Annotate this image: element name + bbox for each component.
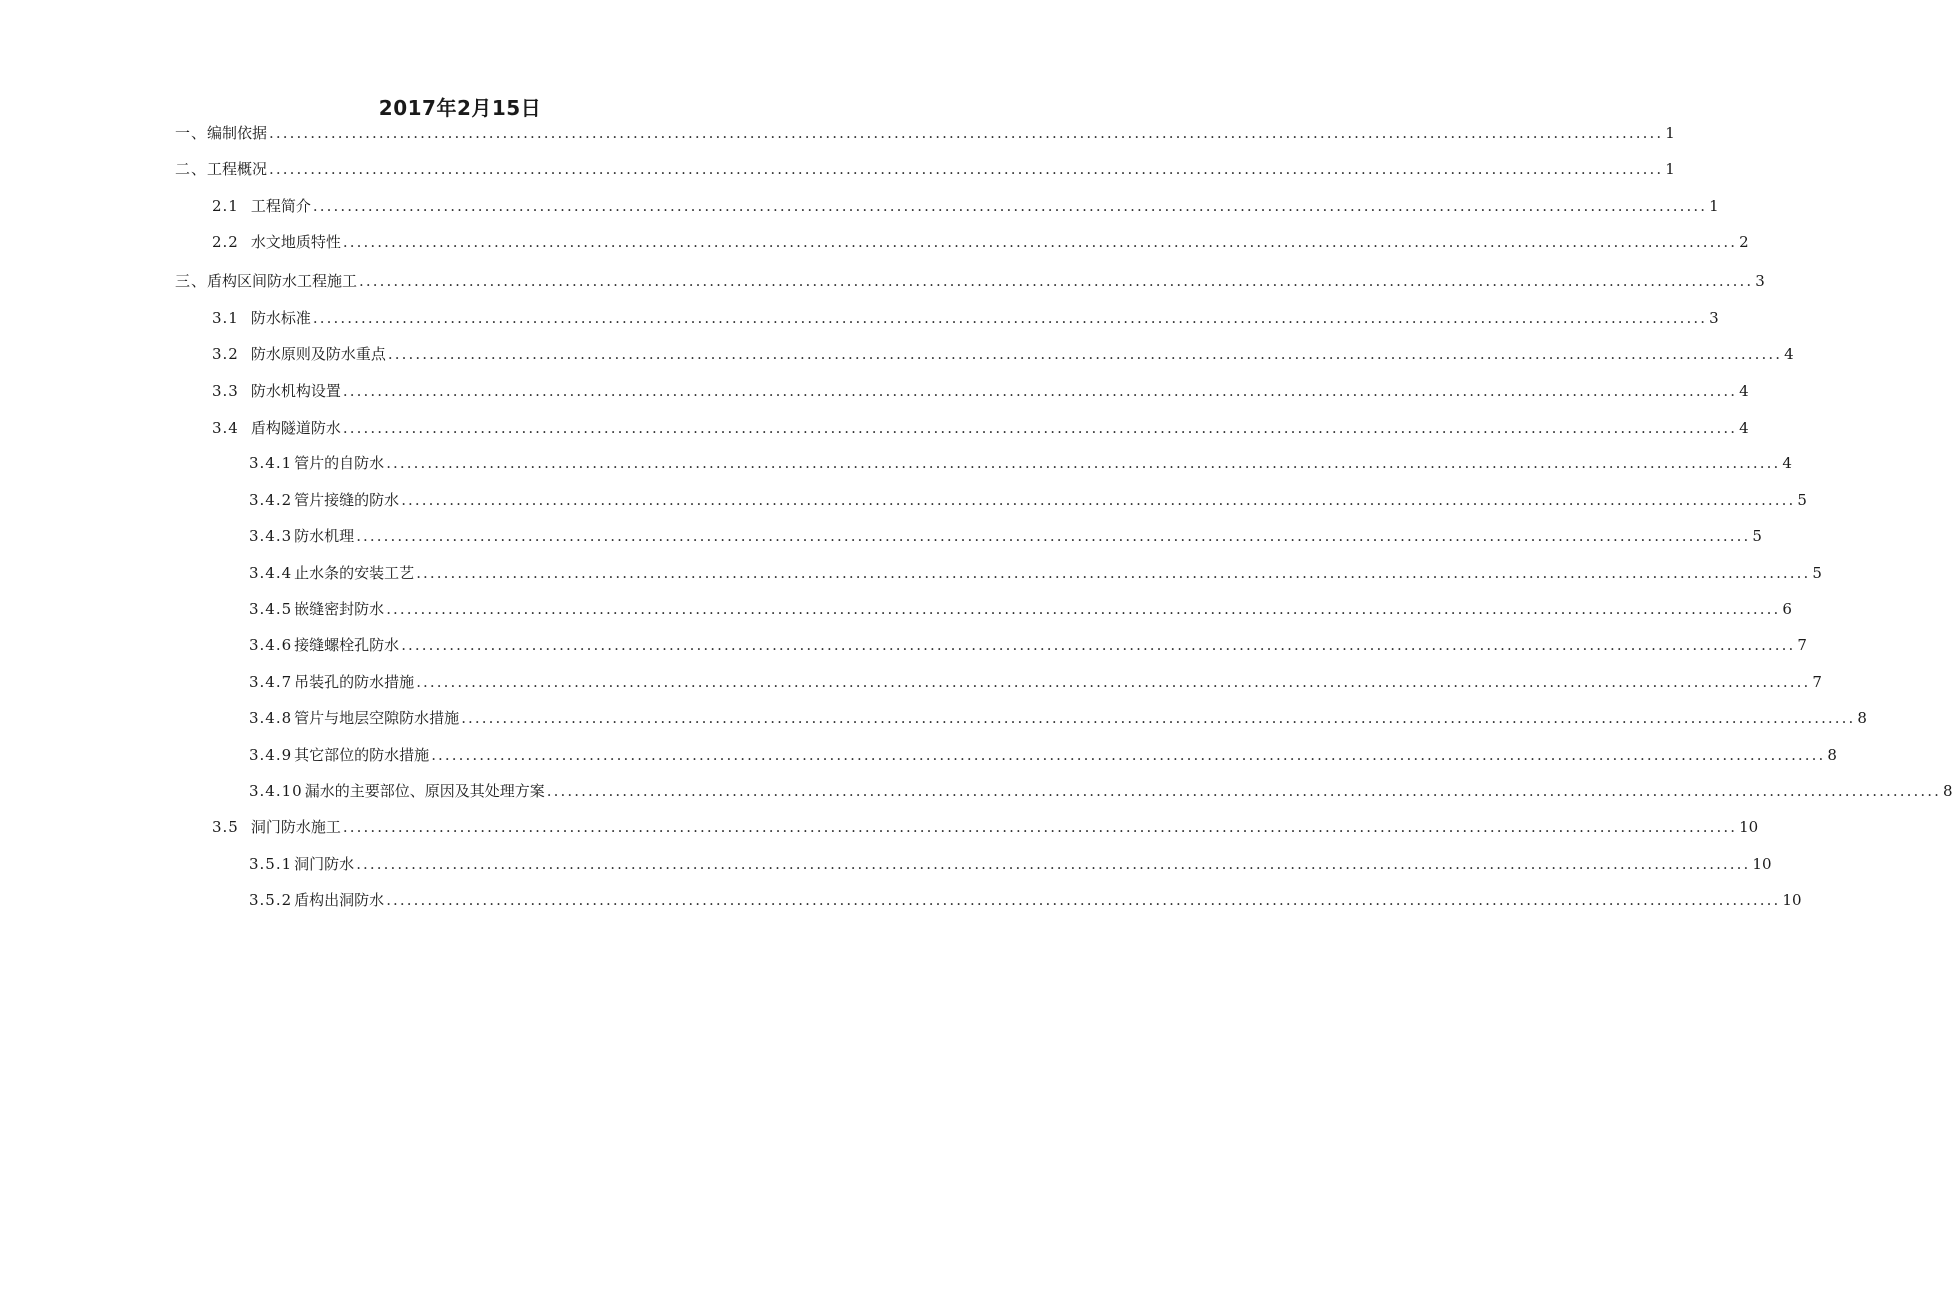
- toc-entry-page: 10: [1782, 891, 1802, 909]
- toc-entry[interactable]: [212, 816, 1759, 838]
- toc-entry-number: 3.4.1: [249, 454, 293, 472]
- toc-entry-page: 8: [1942, 782, 1953, 800]
- toc-entry-page: 10: [1739, 818, 1759, 836]
- toc-entry-number: 二、: [175, 160, 208, 178]
- toc-entry[interactable]: [249, 452, 1792, 474]
- toc-dot-leader: ...........................................................................................................................................................................................................: [269, 160, 1664, 178]
- toc-entry-title: 嵌缝密封防水: [294, 600, 385, 618]
- toc-entry[interactable]: [175, 158, 1675, 180]
- toc-entry-title: 其它部位的防水措施: [294, 746, 430, 764]
- toc-entry[interactable]: [249, 634, 1807, 656]
- toc-dot-leader: ...........................................................................................................................................................................................................: [386, 600, 1781, 618]
- toc-dot-leader: ...........................................................................................................................................................................................................: [401, 491, 1796, 509]
- toc-entry-number: 三、: [175, 272, 208, 290]
- toc-entry-number: 3.5: [212, 818, 239, 836]
- toc-dot-leader: ...........................................................................................................................................................................................................: [342, 233, 1738, 251]
- toc-dot-leader: ...........................................................................................................................................................................................................: [356, 855, 1751, 873]
- toc-entry-title: 管片接缝的防水: [294, 491, 400, 509]
- toc-entry-page: 8: [1827, 746, 1837, 764]
- toc-entry[interactable]: [249, 889, 1802, 911]
- toc-entry-page: 4: [1739, 419, 1749, 437]
- toc-entry-title: 漏水的主要部位、原因及其处理方案: [304, 782, 545, 800]
- toc-entry-title: 防水原则及防水重点: [250, 345, 386, 363]
- toc-entry-title: 接缝螺栓孔防水: [294, 636, 400, 654]
- toc-entry-number: 3.3: [212, 382, 239, 400]
- toc-entry-title: 防水机构设置: [250, 382, 341, 400]
- toc-entry-number: 3.4.7: [249, 673, 293, 691]
- toc-entry-title: 盾构隧道防水: [250, 419, 341, 437]
- toc-entry[interactable]: [212, 417, 1749, 439]
- toc-entry-number: 3.4: [212, 419, 239, 437]
- toc-dot-leader: ...........................................................................................................................................................................................................: [386, 454, 1781, 472]
- toc-entry[interactable]: [249, 598, 1792, 620]
- toc-dot-leader: ...........................................................................................................................................................................................................: [356, 527, 1751, 545]
- toc-dot-leader: ...........................................................................................................................................................................................................: [461, 709, 1856, 727]
- toc-dot-leader: ...........................................................................................................................................................................................................: [359, 272, 1754, 290]
- toc-entry[interactable]: [175, 122, 1675, 144]
- toc-entry-number: 3.4.9: [249, 746, 293, 764]
- toc-dot-leader: ...........................................................................................................................................................................................................: [312, 309, 1708, 327]
- toc-entry-page: 5: [1797, 491, 1807, 509]
- toc-entry-number: 3.4.5: [249, 600, 293, 618]
- toc-entry-number: 一、: [175, 124, 208, 142]
- toc-dot-leader: ...........................................................................................................................................................................................................: [269, 124, 1664, 142]
- toc-entry-page: 5: [1752, 527, 1762, 545]
- toc-dot-leader: ...........................................................................................................................................................................................................: [342, 419, 1738, 437]
- toc-entry[interactable]: [175, 270, 1765, 292]
- toc-entry-title: 防水标准: [250, 309, 311, 327]
- toc-dot-leader: ...........................................................................................................................................................................................................: [431, 746, 1826, 764]
- toc-entry-page: 2: [1739, 233, 1749, 251]
- toc-entry-page: 7: [1797, 636, 1807, 654]
- toc-entry-page: 6: [1782, 600, 1792, 618]
- toc-entry-title: 洞门防水施工: [250, 818, 341, 836]
- toc-entry-title: 管片的自防水: [294, 454, 385, 472]
- toc-entry-title: 止水条的安装工艺: [294, 564, 415, 582]
- toc-entry[interactable]: [212, 343, 1794, 365]
- toc-entry[interactable]: [212, 231, 1749, 253]
- toc-entry[interactable]: [249, 853, 1772, 875]
- toc-entry-number: 3.4.3: [249, 527, 293, 545]
- toc-entry-title: 吊装孔的防水措施: [294, 673, 415, 691]
- toc-entry-page: 1: [1665, 124, 1675, 142]
- toc-entry-page: 3: [1755, 272, 1765, 290]
- toc-dot-leader: ...........................................................................................................................................................................................................: [546, 782, 1941, 800]
- toc-entry[interactable]: [249, 562, 1822, 584]
- toc-entry-page: 4: [1782, 454, 1792, 472]
- toc-entry[interactable]: [249, 744, 1837, 766]
- toc-dot-leader: ...........................................................................................................................................................................................................: [312, 197, 1708, 215]
- toc-entry-number: 3.4.8: [249, 709, 293, 727]
- toc-entry-number: 3.4.6: [249, 636, 293, 654]
- toc-entry-number: 3.5.2: [249, 891, 293, 909]
- toc-entry-number: 3.5.1: [249, 855, 293, 873]
- toc-entry[interactable]: [212, 195, 1719, 217]
- toc-entry-title: 防水机理: [294, 527, 355, 545]
- toc-dot-leader: ...........................................................................................................................................................................................................: [386, 891, 1781, 909]
- toc-entry[interactable]: [249, 707, 1867, 729]
- toc-entry-number: 3.4.4: [249, 564, 293, 582]
- toc-entry-title: 工程概况: [207, 160, 268, 178]
- toc-dot-leader: ...........................................................................................................................................................................................................: [416, 673, 1811, 691]
- page-date-title: 2017年2月15日: [378, 96, 542, 120]
- toc-entry-title: 盾构区间防水工程施工: [207, 272, 358, 290]
- toc-entry-title: 洞门防水: [294, 855, 355, 873]
- toc-entry-page: 8: [1857, 709, 1867, 727]
- toc-entry-number: 3.4.2: [249, 491, 293, 509]
- toc-dot-leader: ...........................................................................................................................................................................................................: [416, 564, 1811, 582]
- toc-entry-number: 3.4.10: [249, 782, 303, 800]
- toc-entry-number: 3.1: [212, 309, 239, 327]
- toc-dot-leader: ...........................................................................................................................................................................................................: [401, 636, 1796, 654]
- toc-entry[interactable]: [249, 525, 1762, 547]
- toc-dot-leader: ...........................................................................................................................................................................................................: [387, 345, 1783, 363]
- toc-entry-title: 编制依据: [207, 124, 268, 142]
- toc-entry-page: 3: [1709, 309, 1719, 327]
- toc-entry-page: 7: [1812, 673, 1822, 691]
- toc-entry[interactable]: [212, 307, 1719, 329]
- toc-entry-page: 4: [1784, 345, 1794, 363]
- toc-entry-number: 3.2: [212, 345, 239, 363]
- toc-dot-leader: ...........................................................................................................................................................................................................: [342, 382, 1738, 400]
- toc-entry-number: 2.2: [212, 233, 239, 251]
- toc-entry[interactable]: [249, 489, 1807, 511]
- toc-entry[interactable]: [212, 380, 1749, 402]
- toc-entry[interactable]: [249, 671, 1822, 693]
- toc-entry-page: 1: [1709, 197, 1719, 215]
- toc-entry-title: 盾构出洞防水: [294, 891, 385, 909]
- toc-entry-page: 10: [1752, 855, 1772, 873]
- toc-entry-title: 工程简介: [250, 197, 311, 215]
- toc-entry-title: 水文地质特性: [250, 233, 341, 251]
- toc-entry-page: 5: [1812, 564, 1822, 582]
- toc-entry[interactable]: [249, 780, 1953, 802]
- toc-dot-leader: ...........................................................................................................................................................................................................: [342, 818, 1738, 836]
- toc-entry-number: 2.1: [212, 197, 239, 215]
- toc-entry-title: 管片与地层空隙防水措施: [294, 709, 460, 727]
- toc-entry-page: 4: [1739, 382, 1749, 400]
- toc-entry-page: 1: [1665, 160, 1675, 178]
